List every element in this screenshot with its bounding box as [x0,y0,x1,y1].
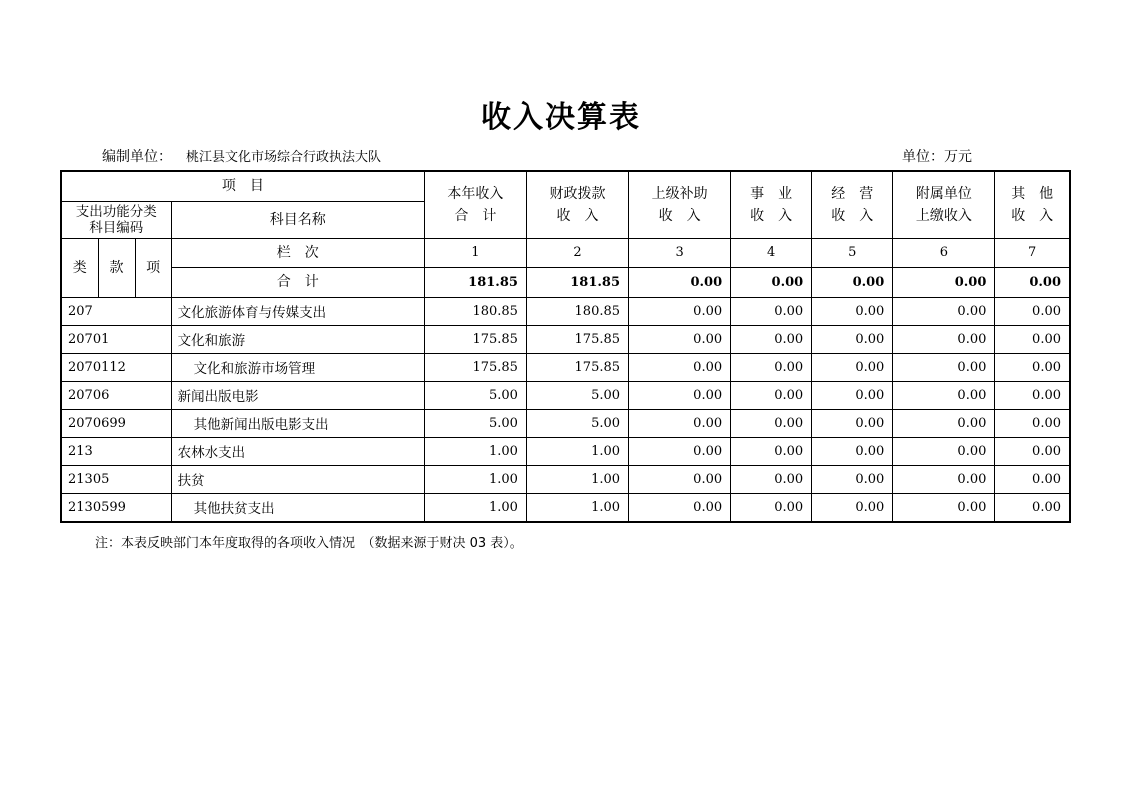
total-cell: 0.00 [812,267,893,297]
subject-name-header: 科目名称 [171,201,424,238]
kuan-header: 款 [98,238,135,297]
row-value: 0.00 [893,493,995,522]
row-value: 0.00 [995,381,1070,409]
compiler-info [102,146,381,166]
total-cell: 0.00 [893,267,995,297]
total-cell: 0.00 [995,267,1070,297]
row-value: 0.00 [995,493,1070,522]
row-name: 其他扶贫支出 [171,493,424,522]
row-code: 2070699 [61,409,171,437]
row-value: 1.00 [526,465,628,493]
total-label: 合 计 [171,267,424,297]
row-value: 175.85 [526,353,628,381]
col-index-2: 2 [526,238,628,267]
row-value: 5.00 [424,409,526,437]
col-header-2: 财政拨款 收 入 [526,171,628,238]
row-value: 180.85 [526,297,628,325]
table-row [61,297,1070,325]
row-value: 0.00 [893,381,995,409]
row-value: 0.00 [812,381,893,409]
table-row [61,409,1070,437]
row-value: 0.00 [812,465,893,493]
col-index-6: 6 [893,238,995,267]
row-value: 1.00 [526,493,628,522]
row-value: 0.00 [995,325,1070,353]
row-value: 0.00 [629,465,731,493]
row-value: 0.00 [629,297,731,325]
row-value: 1.00 [424,465,526,493]
row-value: 0.00 [812,409,893,437]
row-code: 2070112 [61,353,171,381]
row-value: 0.00 [731,437,812,465]
income-table [60,170,1071,523]
header-item: 项 目 [61,171,424,201]
row-name: 文化和旅游 [171,325,424,353]
row-value: 0.00 [893,437,995,465]
row-value: 175.85 [424,353,526,381]
row-value: 0.00 [731,325,812,353]
row-value: 0.00 [812,493,893,522]
compiler-name: 桃江县文化市场综合行政执法大队 [186,150,382,165]
row-code: 213 [61,437,171,465]
row-value: 0.00 [812,325,893,353]
lei-header: 类 [61,238,98,297]
row-value: 0.00 [629,381,731,409]
lanci-header: 栏 次 [171,238,424,267]
table-row [61,493,1070,522]
row-value: 0.00 [893,325,995,353]
row-name: 其他新闻出版电影支出 [171,409,424,437]
row-value: 5.00 [526,381,628,409]
row-name: 新闻出版电影 [171,381,424,409]
row-value: 0.00 [995,465,1070,493]
row-value: 0.00 [629,409,731,437]
footnote: 注：本表反映部门本年度取得的各项收入情况 （数据来源于财决 03 表）。 [95,536,523,551]
row-value: 0.00 [629,493,731,522]
row-value: 1.00 [424,493,526,522]
row-value: 0.00 [995,353,1070,381]
row-name: 农林水支出 [171,437,424,465]
page-title: 收入决算表 [481,100,641,135]
row-value: 0.00 [629,437,731,465]
row-value: 0.00 [995,409,1070,437]
col-header-6: 附属单位 上缴收入 [893,171,995,238]
xiang-header: 项 [135,238,171,297]
row-value: 180.85 [424,297,526,325]
col-index-1: 1 [424,238,526,267]
row-value: 0.00 [731,297,812,325]
data-rows [61,297,1070,522]
row-name: 文化和旅游市场管理 [171,353,424,381]
row-value: 0.00 [629,325,731,353]
row-value: 0.00 [731,465,812,493]
table-row [61,325,1070,353]
row-value: 0.00 [731,409,812,437]
row-code: 21305 [61,465,171,493]
table-row [61,465,1070,493]
row-code: 2130599 [61,493,171,522]
func-code-header: 支出功能分类 科目编码 [61,201,171,238]
row-value: 0.00 [731,353,812,381]
total-cell: 0.00 [629,267,731,297]
table-row [61,437,1070,465]
row-value: 5.00 [424,381,526,409]
col-header-4: 事 业 收 入 [731,171,812,238]
row-value: 175.85 [526,325,628,353]
col-index-5: 5 [812,238,893,267]
row-value: 0.00 [995,437,1070,465]
row-value: 175.85 [424,325,526,353]
unit-label: 单位：万元 [902,149,972,165]
row-value: 0.00 [812,353,893,381]
row-value: 0.00 [731,381,812,409]
row-value: 0.00 [893,297,995,325]
row-value: 1.00 [424,437,526,465]
row-value: 0.00 [893,465,995,493]
row-name: 文化旅游体育与传媒支出 [171,297,424,325]
row-code: 20706 [61,381,171,409]
col-header-7: 其 他 收 入 [995,171,1070,238]
col-index-3: 3 [629,238,731,267]
row-code: 207 [61,297,171,325]
row-value: 1.00 [526,437,628,465]
col-index-7: 7 [995,238,1070,267]
col-header-3: 上级补助 收 入 [629,171,731,238]
total-cell: 0.00 [731,267,812,297]
row-value: 0.00 [731,493,812,522]
compiler-label: 编制单位： [102,149,172,165]
row-value: 5.00 [526,409,628,437]
row-code: 20701 [61,325,171,353]
row-value: 0.00 [995,297,1070,325]
row-value: 0.00 [812,437,893,465]
total-cell: 181.85 [526,267,628,297]
col-header-5: 经 营 收 入 [812,171,893,238]
row-value: 0.00 [893,409,995,437]
table-row [61,353,1070,381]
total-cell: 181.85 [424,267,526,297]
row-name: 扶贫 [171,465,424,493]
col-header-1: 本年收入 合 计 [424,171,526,238]
table-row [61,381,1070,409]
row-value: 0.00 [893,353,995,381]
row-value: 0.00 [629,353,731,381]
col-index-4: 4 [731,238,812,267]
row-value: 0.00 [812,297,893,325]
